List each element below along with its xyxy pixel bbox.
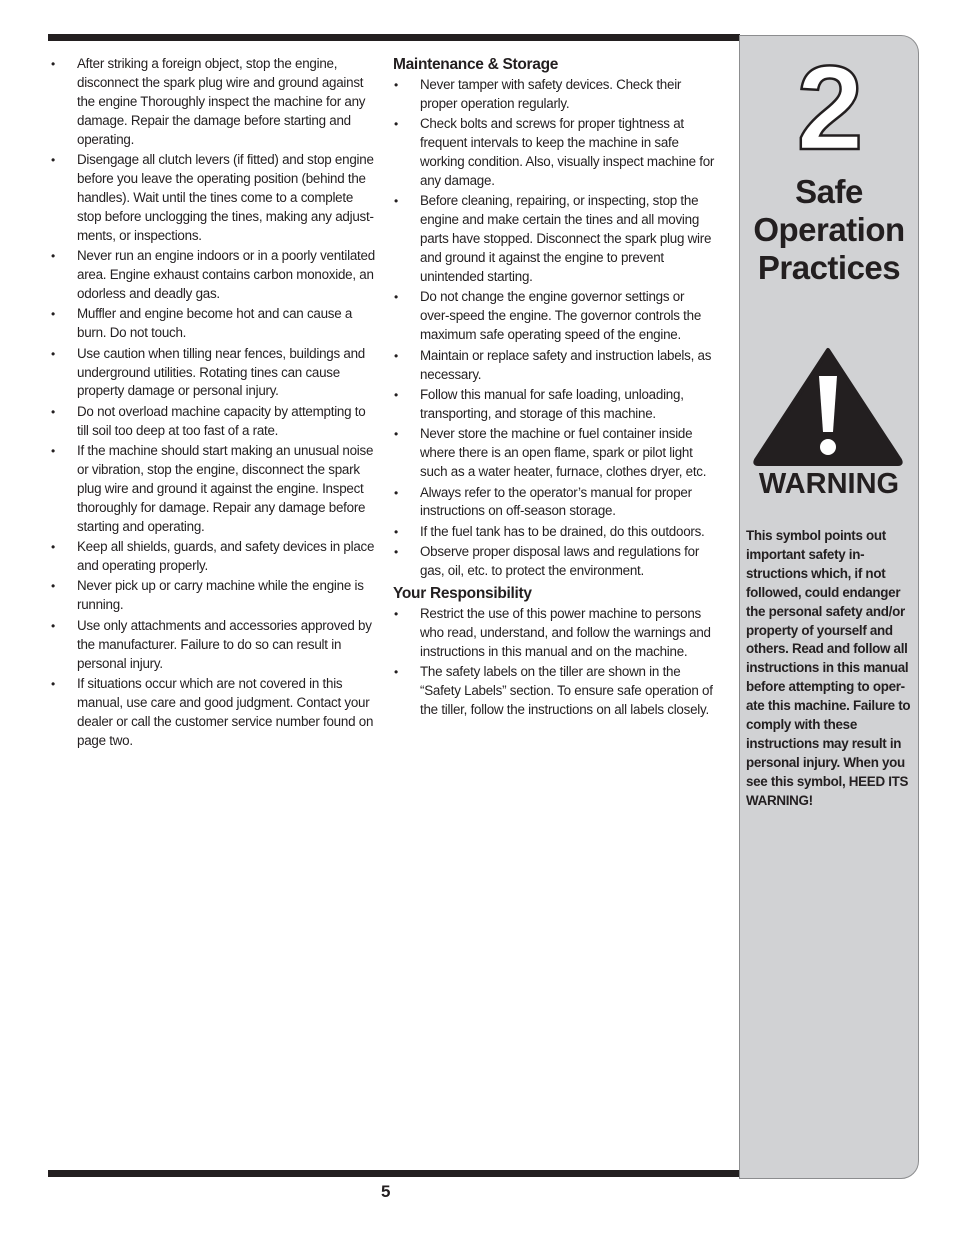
- chapter-title-line: Practices: [757, 249, 901, 286]
- responsibility-bullet-list: [393, 605, 715, 720]
- left-column: [50, 55, 380, 752]
- list-item: • The safety labels on the tiller are shown in the “Safety Labels” section. To ensure safe operation of the tiller, follow the instructions on all labels closely.: [393, 663, 715, 720]
- list-item: • Observe proper disposal laws and regulations for gas, oil, etc. to protect the environment.: [393, 543, 715, 581]
- list-item: • Never tamper with safety devices. Check their proper operation regularly.: [393, 76, 715, 114]
- bottom-rule: [48, 1170, 740, 1177]
- list-item: • Never pick up or carry machine while the engine is running.: [50, 577, 380, 615]
- list-item: • Restrict the use of this power machine to persons who read, understand, and follow the warnings and instructions in this manual and on the machine.: [393, 605, 715, 662]
- list-item: • If situations occur which are not covered in this manual, use care and good judgment. Contact your dealer or call the customer service number found on page two.: [50, 675, 380, 751]
- maintenance-heading: Maintenance & Storage: [393, 56, 559, 73]
- list-item: • Never store the machine or fuel container inside where there is an open flame, spark or pilot light such as a water heater, furnace, clothes dryer, etc.: [393, 425, 715, 482]
- list-item: • Keep all shields, guards, and safety devices in place and operating properly.: [50, 538, 380, 576]
- chapter-number: 2: [796, 41, 864, 175]
- list-item: • Always refer to the operator’s manual for proper instructions on off-season storage.: [393, 484, 715, 522]
- warning-triangle-icon: [752, 346, 904, 466]
- list-item: • Do not change the engine governor settings or over-speed the engine. The governor controls the maximum safe operating speed of the engine.: [393, 288, 715, 345]
- middle-column: [393, 55, 715, 722]
- list-item: • Do not overload machine capacity by attempting to till soil too deep at too fast of a rate.: [50, 403, 380, 441]
- chapter-title-line: Operation: [753, 211, 905, 248]
- list-item: • If the machine should start making an unusual noise or vibration, stop the engine, disconnect the spark plug wire and ground it against the engine. Inspect thoroughly for damage. Repair any damage before starting and operating.: [50, 442, 380, 537]
- list-item: • Check bolts and screws for proper tightness at frequent intervals to keep the machine in safe working condition. Also, visually inspect machine for any damage.: [393, 115, 715, 191]
- list-item: • After striking a foreign object, stop the engine, disconnect the spark plug wire and ground against the engine Thoroughly inspect the machine for any damage. Repair the damage before starting and operating.: [50, 55, 380, 150]
- list-item: • Muffler and engine become hot and can cause a burn. Do not touch.: [50, 305, 380, 343]
- chapter-title: [745, 173, 913, 287]
- top-rule: [48, 34, 740, 41]
- list-item: • Maintain or replace safety and instruction labels, as necessary.: [393, 347, 715, 385]
- list-item: • Use only attachments and accessories approved by the manufacturer. Failure to do so can result in personal injury.: [50, 617, 380, 674]
- chapter-title-line: Safe: [795, 173, 863, 210]
- maintenance-bullet-list: [393, 76, 715, 581]
- left-bullet-list: [50, 55, 380, 751]
- responsibility-heading: Your Responsibility: [393, 585, 532, 603]
- list-item: • If the fuel tank has to be drained, do this outdoors.: [393, 523, 715, 542]
- warning-description: This symbol points out important safety in-structions which, if not followed, could endanger the personal safety and/or property of yourself and others. Read and follow all instructions in this manual before attempting to oper-ate this machine. Failure to comply with these instructions may result in personal injury. When you see this symbol, HEED ITS WARNING!: [746, 528, 911, 808]
- page-number: 5: [381, 1182, 391, 1201]
- list-item: • Follow this manual for safe loading, unloading, transporting, and storage of this machine.: [393, 386, 715, 424]
- list-item: • Use caution when tilling near fences, buildings and underground utilities. Rotating tines can cause property damage or personal injury.: [50, 345, 380, 402]
- list-item: • Before cleaning, repairing, or inspecting, stop the engine and make certain the tines and all moving parts have stopped. Disconnect the spark plug wire and ground it against the engine to prevent unintended starting.: [393, 192, 715, 287]
- list-item: • Never run an engine indoors or in a poorly ventilated area. Engine exhaust contains carbon monoxide, an odorless and deadly gas.: [50, 247, 380, 304]
- warning-label: WARNING: [758, 468, 900, 500]
- list-item: • Disengage all clutch levers (if fitted) and stop engine before you leave the operating position (behind the handles). Wait until the tines come to a complete stop before unclogging the tines, making any adjust-ments, or inspections.: [50, 151, 380, 246]
